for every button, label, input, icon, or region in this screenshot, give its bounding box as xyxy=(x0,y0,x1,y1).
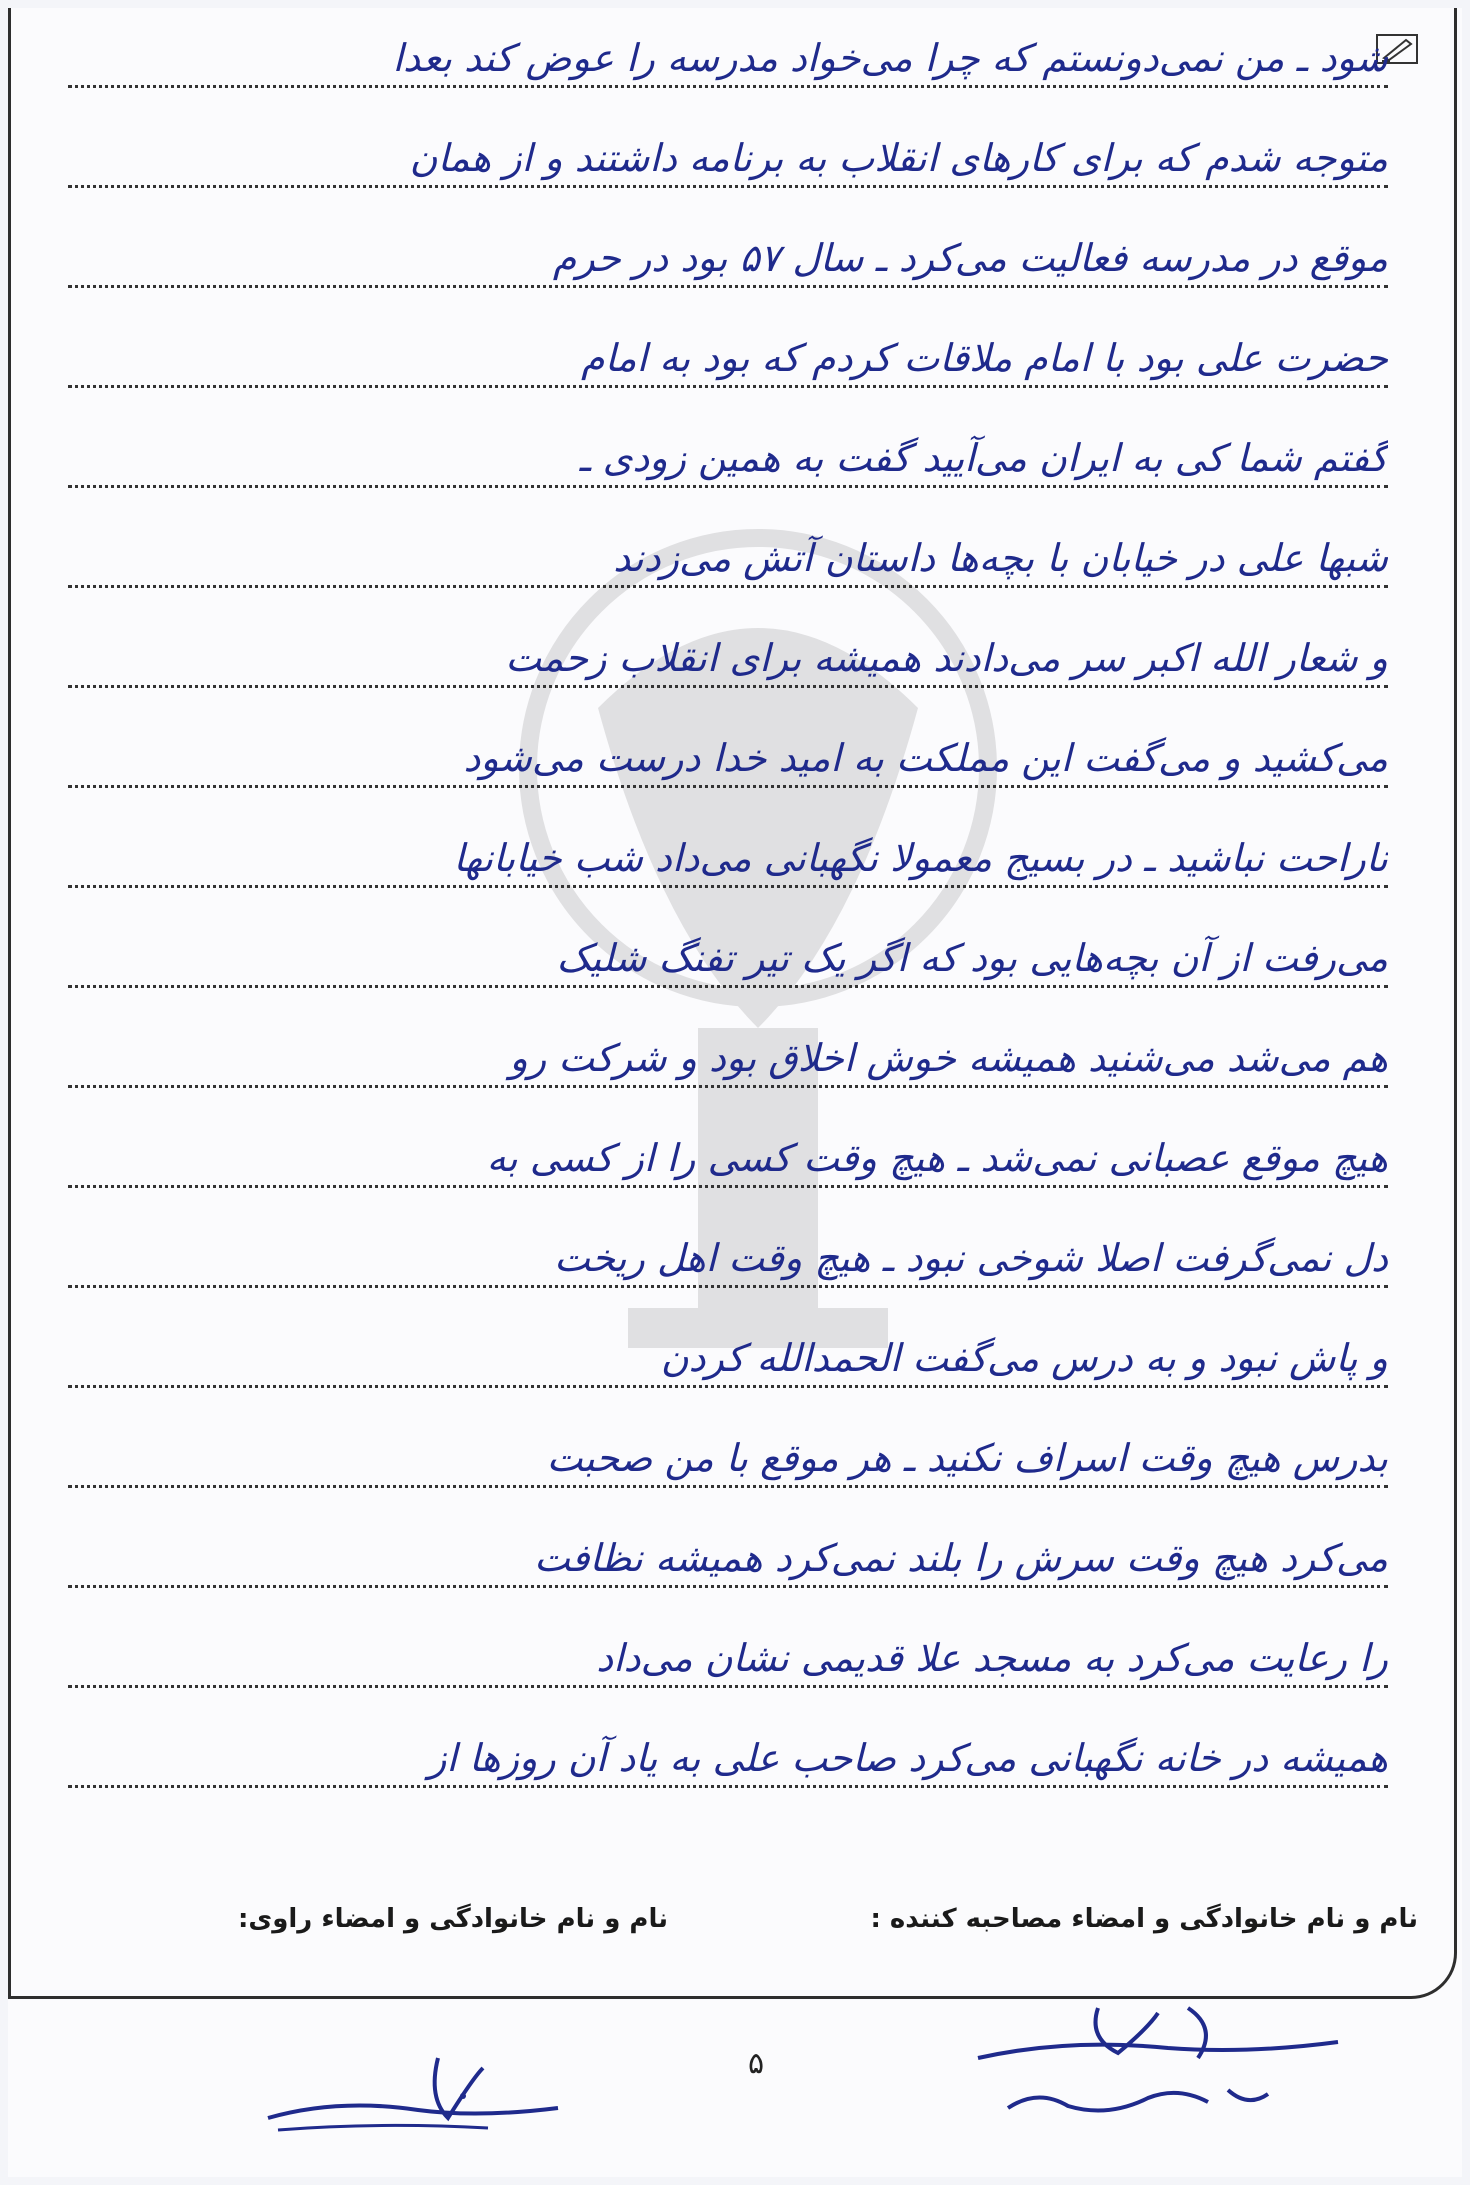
dotted-rule xyxy=(68,85,1388,88)
dotted-rule xyxy=(68,385,1388,388)
dotted-rule xyxy=(68,885,1388,888)
handwritten-line: شود ـ من نمی‌دونستم که چرا می‌خواد مدرسه را عوض کند بعدا xyxy=(392,36,1388,80)
interviewer-name-label: نام و نام خانوادگی و امضاء مصاحبه کننده : xyxy=(870,1904,1418,1934)
dotted-rule xyxy=(68,785,1388,788)
handwritten-line: و پاش نبود و به درس می‌گفت الحمدالله کردن xyxy=(660,1336,1388,1380)
dotted-rule xyxy=(68,1685,1388,1688)
handwritten-line: هم می‌شد می‌شنید همیشه خوش اخلاق بود و شرکت رو xyxy=(509,1036,1388,1080)
ruled-line xyxy=(68,1228,1388,1288)
dotted-rule xyxy=(68,585,1388,588)
handwritten-line: می‌رفت از آن بچه‌هایی بود که اگر یک تیر تفنگ شلیک xyxy=(556,936,1388,980)
ruled-line xyxy=(68,928,1388,988)
handwritten-line: می‌کرد هیچ وقت سرش را بلند نمی‌کرد همیشه نظافت xyxy=(534,1536,1388,1580)
dotted-rule xyxy=(68,685,1388,688)
handwritten-line: متوجه شدم که برای کارهای انقلاب به برنامه داشتند و از همان xyxy=(409,136,1388,180)
handwritten-line: ناراحت نباشید ـ در بسیج معمولا نگهبانی می‌داد شب خیابانها xyxy=(453,836,1388,880)
handwritten-line: همیشه در خانه نگهبانی می‌کرد صاحب علی به یاد آن روزها از xyxy=(428,1736,1388,1780)
dotted-rule xyxy=(68,1785,1388,1788)
ruled-line xyxy=(68,1528,1388,1588)
ruled-line xyxy=(68,628,1388,688)
signature-labels xyxy=(48,1904,1428,1950)
ruled-line xyxy=(68,128,1388,188)
ruled-line xyxy=(68,1328,1388,1388)
narrator-signature xyxy=(258,2038,578,2148)
dotted-rule xyxy=(68,1485,1388,1488)
handwritten-line: می‌کشید و می‌گفت این مملکت به امید خدا درست می‌شود xyxy=(463,736,1388,780)
dotted-rule xyxy=(68,1285,1388,1288)
handwritten-line: بدرس هیچ وقت اسراف نکنید ـ هر موقع با من صحبت xyxy=(546,1436,1388,1480)
ruled-line xyxy=(68,828,1388,888)
page-number: ۵ xyxy=(748,2046,765,2081)
ruled-line xyxy=(68,728,1388,788)
ruled-line xyxy=(68,328,1388,388)
ruled-line xyxy=(68,1128,1388,1188)
ruled-line xyxy=(68,428,1388,488)
ruled-line xyxy=(68,1428,1388,1488)
handwritten-line: هیچ موقع عصبانی نمی‌شد ـ هیچ وقت کسی را از کسی به xyxy=(486,1136,1388,1180)
handwritten-line: دل نمی‌گرفت اصلا شوخی نبود ـ هیچ وقت اهل ریخت xyxy=(554,1236,1388,1280)
handwritten-line: گفتم شما کی به ایران می‌آیید گفت به همین زودی ـ xyxy=(579,436,1388,480)
handwritten-line: شبها علی در خیابان با بچه‌ها داستان آتش می‌زدند xyxy=(613,536,1388,580)
handwritten-line: حضرت علی بود با امام ملاقات کردم که بود به امام xyxy=(581,336,1388,380)
handwritten-line: و شعار الله اکبر سر می‌دادند همیشه برای انقلاب زحمت xyxy=(505,636,1388,680)
ruled-line xyxy=(68,1628,1388,1688)
interviewer-signature xyxy=(948,1998,1348,2138)
dotted-rule xyxy=(68,1185,1388,1188)
handwritten-line: را رعایت می‌کرد به مسجد علا قدیمی نشان می‌داد xyxy=(596,1636,1388,1680)
handwritten-line: موقع در مدرسه فعالیت می‌کرد ـ سال ۵۷ بود در حرم xyxy=(552,236,1388,280)
ruled-line xyxy=(68,28,1388,88)
dotted-rule xyxy=(68,285,1388,288)
handwritten-text-area xyxy=(8,8,1462,1908)
dotted-rule xyxy=(68,985,1388,988)
narrator-name-label: نام و نام خانوادگی و امضاء راوی: xyxy=(238,1904,668,1934)
ruled-line xyxy=(68,528,1388,588)
dotted-rule xyxy=(68,485,1388,488)
dotted-rule xyxy=(68,1585,1388,1588)
dotted-rule xyxy=(68,1085,1388,1088)
ruled-line xyxy=(68,1728,1388,1788)
ruled-line xyxy=(68,228,1388,288)
ruled-line xyxy=(68,1028,1388,1088)
dotted-rule xyxy=(68,1385,1388,1388)
form-page xyxy=(8,8,1462,2177)
dotted-rule xyxy=(68,185,1388,188)
